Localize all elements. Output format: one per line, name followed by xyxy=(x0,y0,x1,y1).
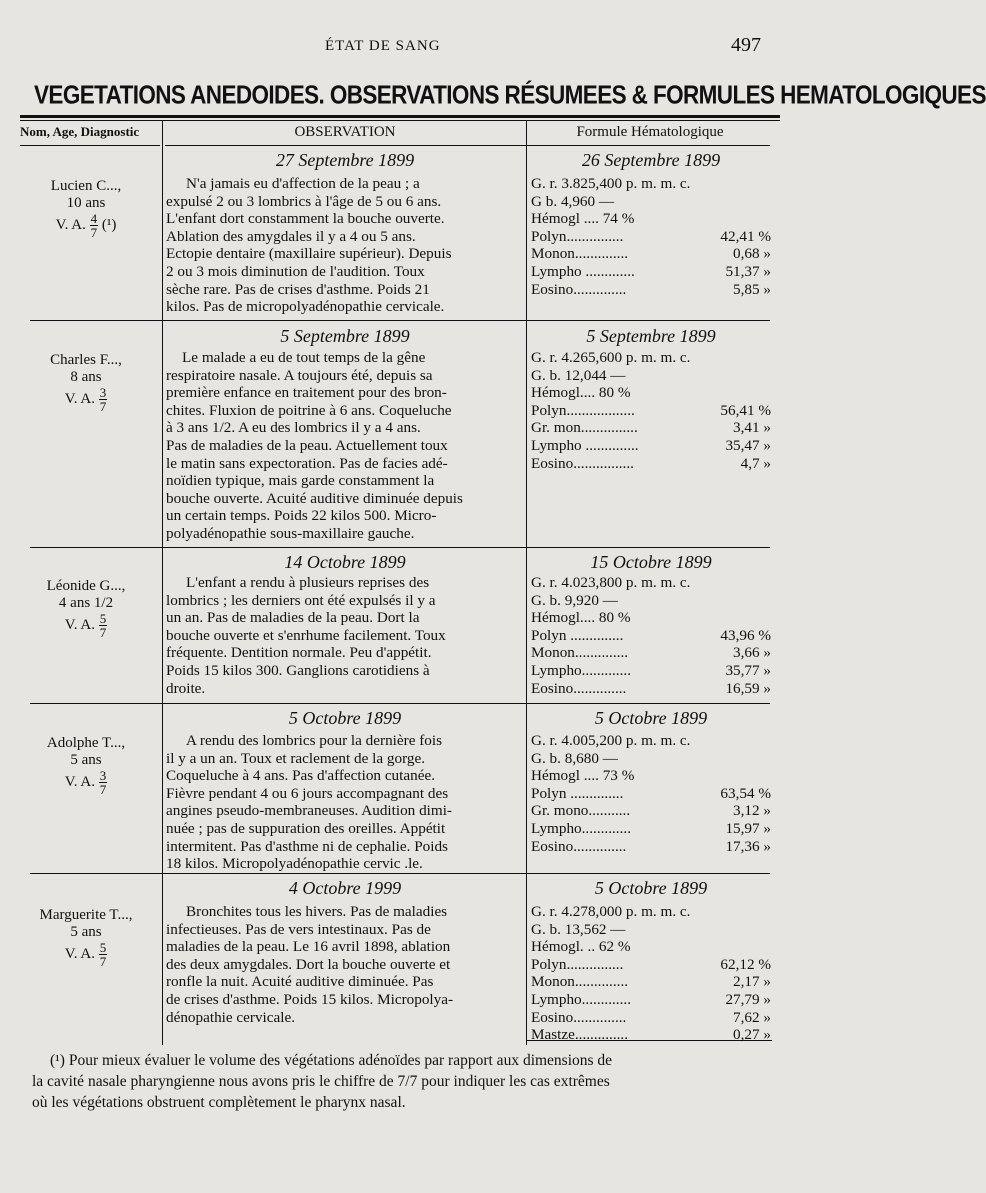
formula-row xyxy=(531,838,771,856)
formula-label: G. b. 13,562 — xyxy=(531,920,626,938)
patient-age: 5 ans xyxy=(70,752,102,768)
patient-name: Léonide G..., xyxy=(46,578,126,594)
formula-row xyxy=(531,680,771,698)
entry-separator xyxy=(30,547,770,548)
formula-label: Eosino................ xyxy=(531,454,634,472)
observation-line: N'a jamais eu d'affection de la peau ; a xyxy=(186,175,420,192)
formula-value: 2,17 » xyxy=(733,973,771,991)
column-header-formula: Formule Hématologique xyxy=(576,124,724,140)
formula-row xyxy=(531,210,771,228)
column-header-observation: OBSERVATION xyxy=(294,124,396,140)
observation-line: le matin sans expectoration. Pas de facies adé- xyxy=(166,454,448,472)
patient-cell xyxy=(16,352,156,413)
footnote xyxy=(32,1050,780,1113)
footnote-line: (¹) Pour mieux évaluer le volume des végétations adénoïdes par rapport aux dimensions de xyxy=(50,1052,613,1069)
column-divider-left xyxy=(162,120,163,1045)
formula-value: 3,41 » xyxy=(733,419,771,437)
observation-line: noïdien typique, mais garde constamment la xyxy=(166,472,435,490)
observation-line: infectieuses. Pas de vers intestinaux. Pas de xyxy=(166,920,431,938)
formula-value: 3,66 » xyxy=(733,644,771,662)
column-header-patient: Nom, Age, Diagnostic xyxy=(20,124,140,139)
observation-line: un certain temps. Poids 22 kilos 500. Micro- xyxy=(166,507,437,525)
patient-diagnosis: V. A. $\frac{3}{7}$ xyxy=(64,385,107,414)
formula-value: 35,47 » xyxy=(725,436,771,454)
observation-line: ronfle la nuit. Acuité auditive diminuée. Pas xyxy=(166,973,434,991)
page-title: VEGETATIONS ANEDOIDES. OBSERVATIONS RÉSUMEES & FORMULES HEMATOLOGIQUES xyxy=(34,80,986,110)
observation-line: L'enfant a rendu à plusieurs reprises des xyxy=(186,574,430,591)
observation-line: première enfance en traitement pour des bron- xyxy=(166,384,447,402)
formula-row xyxy=(531,367,771,385)
fraction-numerator: 3 xyxy=(99,385,107,400)
formula-row xyxy=(531,437,771,455)
formula-label: G. r. 4.278,000 p. m. m. c. xyxy=(531,903,691,920)
formula-label: Polyn............... xyxy=(531,955,624,973)
observation-line: sèche rare. Pas de crises d'asthme. Poids 21 xyxy=(166,280,430,298)
entry-separator xyxy=(30,703,770,704)
formula-list xyxy=(531,349,771,472)
page-number: 497 xyxy=(731,34,761,56)
observation-line: expulsé 2 ou 3 lombrics à l'âge de 5 ou 6 ans. xyxy=(166,192,442,210)
formula-date: 5 Octobre 1899 xyxy=(594,878,708,898)
observation-line: Fièvre pendant 4 ou 6 jours accompagnant des xyxy=(166,784,449,802)
patient-cell xyxy=(16,735,156,796)
footnote-line: où les végétations obstruent complètement le pharynx nasal. xyxy=(32,1094,406,1111)
formula-label: G. r. 4.005,200 p. m. m. c. xyxy=(531,732,691,749)
formula-row xyxy=(531,921,771,939)
patient-diagnosis: V. A. $\frac{5}{7}$ xyxy=(64,611,107,640)
title-rule-thick xyxy=(20,115,780,118)
formula-value: 5,85 » xyxy=(733,280,771,298)
formula-label: G. r. 4.265,600 p. m. m. c. xyxy=(531,349,691,366)
patient-cell xyxy=(16,178,156,239)
observation-line: 18 kilos. Micropolyadénopathie cervic .le. xyxy=(166,855,423,873)
observation-date: 5 Septembre 1899 xyxy=(280,326,410,346)
fraction-numerator: 3 xyxy=(99,768,107,783)
diagnosis-fraction xyxy=(99,386,108,413)
formula-value: 16,59 » xyxy=(725,679,771,697)
observation-line: droite. xyxy=(166,679,206,697)
entry-separator xyxy=(30,873,770,874)
observation-line: angines pseudo-membraneuses. Audition dimi- xyxy=(166,802,452,820)
formula-label: Hémogl. .. 62 % xyxy=(531,938,631,956)
formula-value: 27,79 » xyxy=(725,990,771,1008)
formula-row xyxy=(531,938,771,956)
observation-line: dénopathie cervicale. xyxy=(166,1008,296,1026)
observation-text xyxy=(166,175,524,316)
fraction-denominator: 7 xyxy=(90,225,98,240)
formula-label: G b. 4,960 — xyxy=(531,192,615,210)
formula-label: Eosino.............. xyxy=(531,280,627,298)
fraction-numerator: 5 xyxy=(99,611,107,626)
formula-label: Monon.............. xyxy=(531,644,629,662)
formula-label: Hémogl.... 80 % xyxy=(531,609,631,627)
observation-line: Pas de maladies de la peau. Actuellement toux xyxy=(166,436,448,454)
footnote-marker: (¹) xyxy=(101,216,117,233)
formula-label: Hémogl .... 73 % xyxy=(531,767,635,785)
formula-row xyxy=(531,1026,771,1044)
formula-row xyxy=(531,574,771,592)
formula-date: 5 Octobre 1899 xyxy=(594,708,708,728)
formula-row xyxy=(531,193,771,211)
formula-label: Gr. mon............... xyxy=(531,419,638,437)
observation-line: L'enfant dort constamment la bouche ouverte. xyxy=(166,210,445,228)
observation-date: 14 Octobre 1899 xyxy=(284,552,406,572)
observation-line: Ectopie dentaire (maxillaire supérieur). Depuis xyxy=(166,245,452,263)
formula-label: Polyn .............. xyxy=(531,784,624,802)
fraction-numerator: 5 xyxy=(99,940,107,955)
observation-line: de crises d'asthme. Poids 15 kilos. Micropolya- xyxy=(166,990,454,1008)
formula-label: Hémogl.... 80 % xyxy=(531,384,631,402)
formula-row xyxy=(531,785,771,803)
observation-date: 27 Septembre 1899 xyxy=(275,150,415,170)
patient-diagnosis: V. A. $\frac{4}{7}$ (¹) xyxy=(55,211,117,240)
observation-line: A rendu des lombrics pour la dernière fois xyxy=(186,732,443,749)
formula-row xyxy=(531,820,771,838)
formula-value: 43,96 % xyxy=(720,626,771,644)
patient-name: Marguerite T..., xyxy=(39,907,133,923)
formula-row xyxy=(531,175,771,193)
formula-label: Monon.............. xyxy=(531,973,629,991)
formula-label: G. b. 9,920 — xyxy=(531,591,618,609)
running-header xyxy=(0,34,800,58)
formula-value: 7,62 » xyxy=(733,1008,771,1026)
title-rule-thin xyxy=(20,120,780,121)
formula-row xyxy=(531,245,771,263)
formula-label: Polyn............... xyxy=(531,227,624,245)
formula-row xyxy=(531,991,771,1009)
observation-text xyxy=(166,349,524,543)
patient-age: 8 ans xyxy=(70,369,102,385)
formula-label: Eosino.............. xyxy=(531,837,627,855)
formula-value: 3,12 » xyxy=(733,802,771,820)
formula-row xyxy=(531,592,771,610)
formula-row xyxy=(531,973,771,991)
formula-label: Lympho ............. xyxy=(531,262,635,280)
formula-row xyxy=(531,802,771,820)
patient-diagnosis: V. A. $\frac{5}{7}$ xyxy=(64,940,107,969)
observation-line: à 3 ans 1/2. A eu des lombrics il y a 4 ans. xyxy=(166,419,421,437)
formula-list xyxy=(531,175,771,298)
formula-row xyxy=(531,750,771,768)
fraction-denominator: 7 xyxy=(99,399,107,414)
patient-cell xyxy=(16,907,156,968)
formula-date: 15 Octobre 1899 xyxy=(590,552,712,572)
observation-line: bouche ouverte et s'enrhume facilement. Toux xyxy=(166,626,446,644)
formula-row xyxy=(531,419,771,437)
formula-label: Lympho............. xyxy=(531,819,631,837)
formula-row xyxy=(531,767,771,785)
formula-row xyxy=(531,349,771,367)
observation-line: lombrics ; les derniers ont été expulsés il y a xyxy=(166,591,436,609)
footnote-line: la cavité nasale pharyngienne nous avons pris le chiffre de 7/7 pour indiquer les cas extrêmes xyxy=(32,1073,610,1090)
formula-row xyxy=(531,732,771,750)
formula-label: Eosino.............. xyxy=(531,1008,627,1026)
formula-label: Lympho............. xyxy=(531,661,631,679)
observation-line: fréquente. Dentition normale. Peu d'appétit. xyxy=(166,644,432,662)
running-title: ÉTAT DE SANG xyxy=(325,38,441,54)
formula-date: 26 Septembre 1899 xyxy=(581,150,721,170)
entry-separator xyxy=(30,320,770,321)
formula-row xyxy=(531,455,771,473)
formula-value: 17,36 » xyxy=(725,837,771,855)
formula-list xyxy=(531,903,771,1044)
patient-age: 5 ans xyxy=(70,924,102,940)
observation-line: Bronchites tous les hivers. Pas de maladies xyxy=(186,903,448,920)
formula-value: 63,54 % xyxy=(720,784,771,802)
formula-row xyxy=(531,644,771,662)
observation-line: polyadénopathie sous-maxillaire gauche. xyxy=(166,524,415,542)
patient-diagnosis: V. A. $\frac{3}{7}$ xyxy=(64,768,107,797)
formula-value: 62,12 % xyxy=(720,955,771,973)
observation-line: kilos. Pas de micropolyadénopathie cervicale. xyxy=(166,298,445,316)
observation-line: Le malade a eu de tout temps de la gêne xyxy=(182,349,426,366)
formula-label: Polyn.................. xyxy=(531,401,635,419)
formula-row xyxy=(531,281,771,299)
observation-text xyxy=(166,903,524,1026)
observation-line: 2 ou 3 mois diminution de l'audition. Toux xyxy=(166,262,425,280)
observation-line: Poids 15 kilos 300. Ganglions carotidiens à xyxy=(166,661,430,679)
formula-label: Lympho .............. xyxy=(531,436,639,454)
observation-line: respiratoire nasale. A toujours été, depuis sa xyxy=(166,366,433,384)
diagnosis-fraction xyxy=(99,612,108,639)
formula-row xyxy=(531,263,771,281)
formula-value: 0,27 » xyxy=(733,1026,771,1044)
formula-label: Lympho............. xyxy=(531,990,631,1008)
observation-line: un an. Pas de maladies de la peau. Dort la xyxy=(166,609,420,627)
formula-row xyxy=(531,384,771,402)
patient-name: Adolphe T..., xyxy=(46,735,126,751)
observation-line: Ablation des amygdales il y a 4 ou 5 ans. xyxy=(166,227,416,245)
fraction-denominator: 7 xyxy=(99,954,107,969)
formula-label: G. b. 8,680 — xyxy=(531,749,618,767)
formula-row xyxy=(531,627,771,645)
formula-value: 35,77 » xyxy=(725,661,771,679)
formula-row xyxy=(531,228,771,246)
formula-list xyxy=(531,732,771,855)
fraction-denominator: 7 xyxy=(99,625,107,640)
column-header-underline xyxy=(165,145,770,146)
formula-label: Monon.............. xyxy=(531,245,629,263)
formula-row xyxy=(531,956,771,974)
formula-label: Hémogl .... 74 % xyxy=(531,210,635,228)
formula-label: Eosino.............. xyxy=(531,679,627,697)
observation-line: chites. Fluxion de poitrine à 6 ans. Coqueluche xyxy=(166,401,452,419)
patient-cell xyxy=(16,578,156,639)
diagnosis-fraction xyxy=(90,212,99,239)
column-divider-right xyxy=(526,120,527,1045)
patient-age: 10 ans xyxy=(66,195,106,211)
observation-line: des deux amygdales. Dort la bouche ouverte et xyxy=(166,955,451,973)
fraction-numerator: 4 xyxy=(90,211,98,226)
formula-row xyxy=(531,402,771,420)
formula-value: 56,41 % xyxy=(720,401,771,419)
observation-text xyxy=(166,574,524,697)
observation-line: Coqueluche à 4 ans. Pas d'affection cutanée. xyxy=(166,767,435,785)
formula-label: Polyn .............. xyxy=(531,626,624,644)
formula-value: 4,7 » xyxy=(740,454,771,472)
patient-age: 4 ans 1/2 xyxy=(58,595,114,611)
observation-line: bouche ouverte. Acuité auditive diminuée depuis xyxy=(166,489,463,507)
observation-date: 4 Octobre 1999 xyxy=(288,878,402,898)
formula-row xyxy=(531,903,771,921)
observation-line: nuée ; pas de suppuration des oreilles. Appétit xyxy=(166,819,446,837)
observation-date: 5 Octobre 1899 xyxy=(288,708,402,728)
formula-list xyxy=(531,574,771,697)
patient-name: Lucien C..., xyxy=(50,178,122,194)
formula-label: G. r. 4.023,800 p. m. m. c. xyxy=(531,574,691,591)
formula-label: Gr. mono........... xyxy=(531,802,631,820)
column-header-underline xyxy=(20,145,160,146)
formula-label: Mastze.............. xyxy=(531,1026,629,1044)
diagnosis-fraction xyxy=(99,769,108,796)
formula-value: 51,37 » xyxy=(725,262,771,280)
formula-label: G. r. 3.825,400 p. m. m. c. xyxy=(531,175,691,192)
observation-line: intermitent. Pas d'asthme ni de cephalie. Poids xyxy=(166,837,448,855)
formula-row xyxy=(531,609,771,627)
formula-date: 5 Septembre 1899 xyxy=(586,326,716,346)
observation-line: maladies de la peau. Le 16 avril 1898, ablation xyxy=(166,938,451,956)
patient-name: Charles F..., xyxy=(50,352,122,368)
observation-line: il y a un an. Toux et raclement de la gorge. xyxy=(166,749,426,767)
formula-value: 0,68 » xyxy=(733,245,771,263)
formula-label: G. b. 12,044 — xyxy=(531,366,626,384)
formula-row xyxy=(531,1009,771,1027)
diagnosis-fraction xyxy=(99,941,108,968)
observation-text xyxy=(166,732,524,873)
fraction-denominator: 7 xyxy=(99,782,107,797)
formula-value: 42,41 % xyxy=(720,227,771,245)
formula-value: 15,97 » xyxy=(725,819,771,837)
formula-row xyxy=(531,662,771,680)
